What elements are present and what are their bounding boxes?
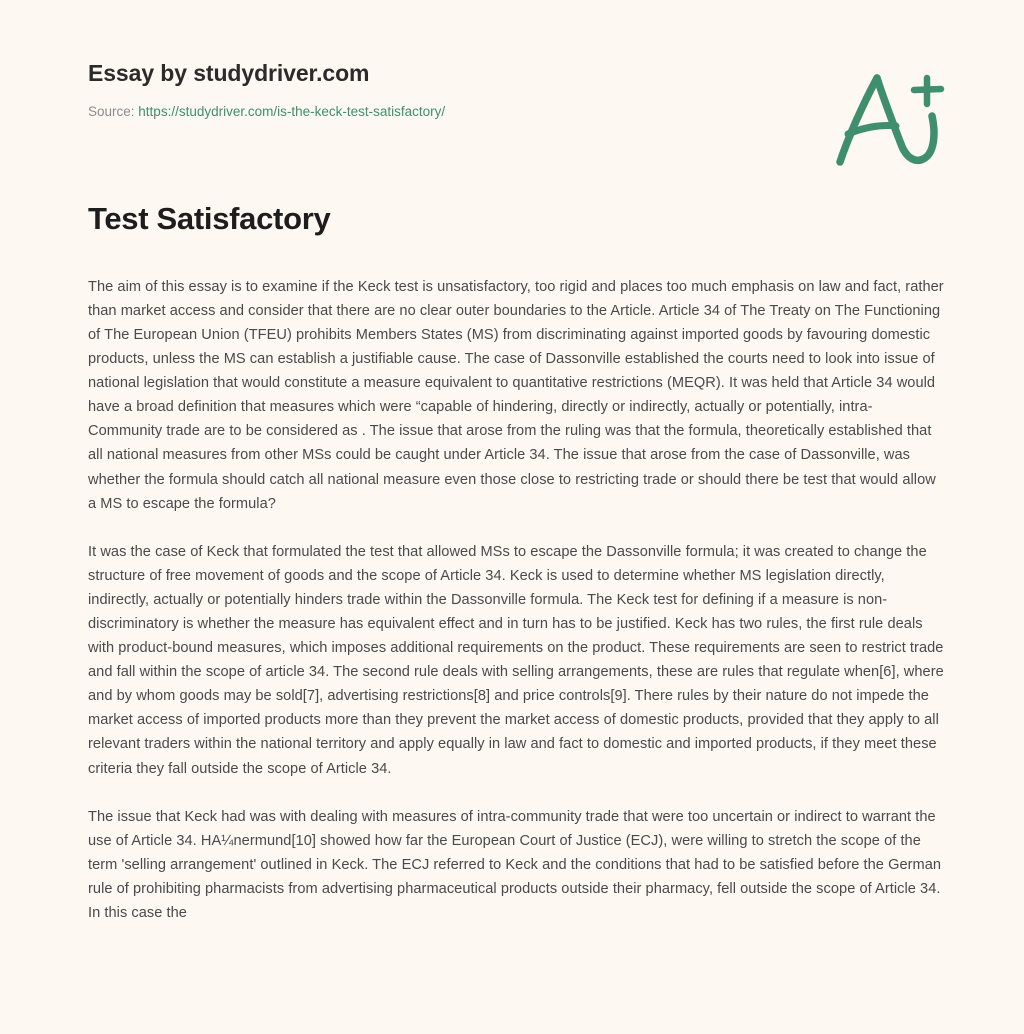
paragraph: The issue that Keck had was with dealing with measures of intra-community trade that were too uncertain or indirect to warrant the use of Article 34. HA¼nermund[10] showed how far the European Court of Justice (ECJ), were willing to stretch the scope of the term 'selling arrangement' outlined in Keck. The ECJ referred to Keck and the conditions that had to be satisfied before the German rule of prohibiting pharmacists from advertising pharmaceutical products outside their pharmacy, fell outside the scope of Article 34. In this case the [88, 808, 942, 921]
essay-body [0, 275, 1024, 925]
source-url-link[interactable]: https://studydriver.com/is-the-keck-test-satisfactory/ [138, 103, 446, 119]
paragraph: The aim of this essay is to examine if the Keck test is unsatisfactory, too rigid and places too much emphasis on law and fact, rather than market access and consider that there are no clear outer boundaries to the Article. Article 34 of The Treaty on The Functioning of The European Union (TFEU) prohibits Members States (MS) from discriminating against imported goods by favouring domestic products, unless the MS can establish a justifiable cause. The case of Dassonville established the courts need to look into issue of national legislation that would constitute a measure equivalent to quantitative restrictions (MEQR). It was held that Article 34 would have a broad definition that measures which were “capable of hindering, directly or indirectly, actually or potentially, intra-Community trade are to be considered as . The issue that arose from the ruling was that the formula, theoretically established that all national measures from other MSs could be caught under Article 34. The issue that arose from the case of Dassonville, was whether the formula should catch all national measure even those close to restricting trade or should there be test that would allow a MS to escape the formula? [88, 278, 944, 512]
paragraph: It was the case of Keck that formulated the test that allowed MSs to escape the Dassonville formula; it was created to change the structure of free movement of goods and the scope of Article 34. Keck is used to determine whether MS legislation directly, indirectly, actually or potentially hinders trade within the Dassonville formula. The Keck test for defining if a measure is non-discriminatory is whether the measure has equivalent effect and in turn has to be justified. Keck has two rules, the first rule deals with product-bound measures, which imposes additional requirements on the product. These requirements are seen to restrict trade and fall within the scope of article 34. The second rule deals with selling arrangements, these are rules that regulate when[6], where and by whom goods may be sold[7], advertising restrictions[8] and price controls[9]. There rules by their nature do not impede the market access of imported products more than they prevent the market access of domestic products, provided that they apply to all relevant traders within the national territory and apply equally in law and fact to domestic and imported products, if they meet these criteria they fall outside the scope of Article 34. [88, 543, 944, 777]
studydriver-a-plus-logo [828, 68, 948, 173]
source-label: Source: [88, 103, 135, 119]
brand-block [88, 60, 948, 121]
source-line [88, 103, 948, 122]
essay-byline: Essay by studydriver.com [88, 60, 370, 86]
page-title: Test Satisfactory [88, 201, 331, 236]
page-header [0, 0, 1024, 200]
